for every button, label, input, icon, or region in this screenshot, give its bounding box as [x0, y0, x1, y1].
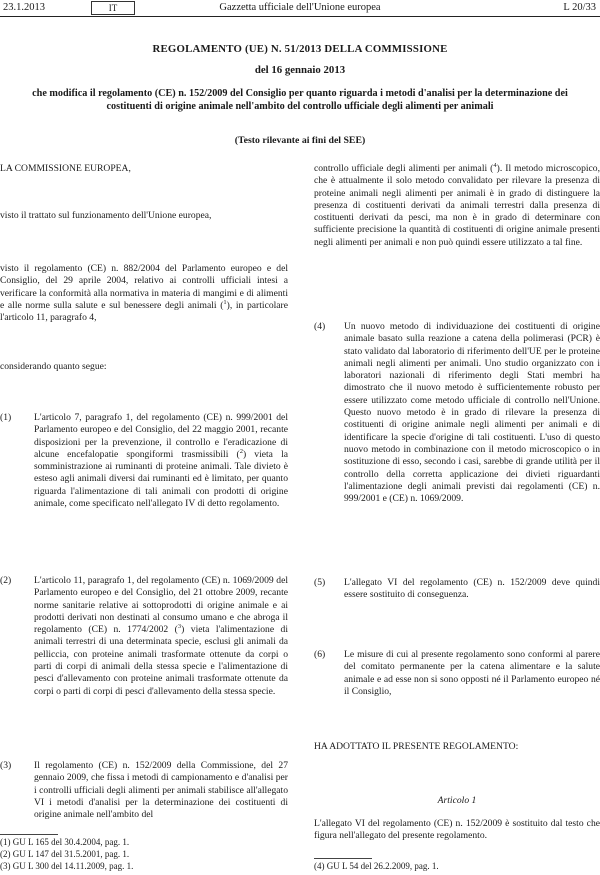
- eea-relevance: (Testo rilevante ai fini del SEE): [234, 135, 366, 146]
- recital-number: (3): [0, 760, 12, 771]
- visto-treaty: visto il trattato sul funzionamento dell'Unione europea,: [0, 210, 212, 221]
- considerando: considerando quanto segue:: [0, 361, 107, 372]
- recital-1: [0, 412, 288, 510]
- footnote-4: (4) GU L 54 del 26.2.2009, pag. 1.: [314, 861, 439, 871]
- regulation-date: del 16 gennaio 2013: [254, 64, 346, 76]
- recital-number: (5): [314, 577, 326, 588]
- language-badge: IT: [91, 1, 135, 15]
- footnote-rule: [314, 858, 372, 859]
- journal-title: Gazzetta ufficiale dell'Unione europea: [219, 2, 381, 13]
- footnote-3: (3) GU L 300 del 14.11.2009, pag. 1.: [0, 861, 134, 871]
- regulation-title: REGOLAMENTO (UE) N. 51/2013 DELLA COMMISSIONE: [152, 43, 448, 55]
- recital-3: [0, 760, 288, 821]
- recital-text: Un nuovo metodo di individuazione dei costituenti di origine animale basato sulla reazione a catena della polimerasi (PCR) è stato validato dal laboratorio di riferimento dell'UE per le proteine animali negli alimenti per animali. Uno studio organizzato con i laboratori nazionali di riferimento degli Stati membri ha dimostrato che il nuovo metodo è sufficientemente robusto per essere utilizzato come metodo ufficiale di controllo nell'Unione. Questo nuovo metodo è in grado di rilevare la presenza di costituenti di origine animale negli alimenti per animali e di identificare la specie d'origine di tali costituenti. L'uso di questo nuovo metodo in combinazione con il metodo microscopico o in sostituzione di esso, secondo i casi, sarebbe di grande utilità per il controllo della corretta applicazione dei divieti riguardanti l'alimentazione degli animali previsti dai regolamenti (CE) n. 999/2001 e (CE) n. 1069/2009.: [344, 321, 600, 505]
- article-heading: Articolo 1: [437, 795, 477, 806]
- recital-number: (1): [0, 412, 12, 423]
- article-1-text: L'allegato VI del regolamento (CE) n. 152/2009 è sostituito dal testo che figura nell'allegato del presente regolamento.: [314, 818, 600, 842]
- footnote-2: (2) GU L 147 del 31.5.2001, pag. 1.: [0, 849, 130, 859]
- recital-text: L'articolo 7, paragrafo 1, del regolamento (CE) n. 999/2001 del Parlamento europeo e del Consiglio, del 22 maggio 2001, recante disposizioni per la prevenzione, il controllo e l'eradicazione di alcune encefalopatie spongiformi trasmissibili ($^2$) vieta la somministrazione ai ruminanti di proteine animali. Tale divieto è esteso agli animali diversi dai ruminanti ed è limitato, per quanto riguarda l'alimentazione di tali animali con prodotti di origine animale, come specificato nell'allegato IV di detto regolamento.: [34, 412, 288, 510]
- recital-number: (4): [314, 321, 326, 332]
- recital-6: [314, 649, 600, 698]
- visto-regulation: visto il regolamento (CE) n. 882/2004 del Parlamento europeo e del Consiglio, del 29 aprile 2004, relativo ai controlli ufficiali intesi a verificare la conformità alla normativa in materia di mangimi e di alimenti e alle norme sulla salute e sul benessere degli animali ($^1$), in particolare l'articolo 11, paragrafo 4,: [0, 263, 289, 324]
- publication-date: 23.1.2013: [3, 2, 45, 13]
- recital-2: [0, 575, 288, 698]
- regulation-subject: che modifica il regolamento (CE) n. 152/2009 del Consiglio per quanto riguarda i metodi d'analisi per la determinazione dei costituenti di origine animale nell'ambito del controllo ufficiale degli alimenti per animali: [32, 88, 568, 112]
- adopted-heading: HA ADOTTATO IL PRESENTE REGOLAMENTO:: [314, 741, 519, 752]
- recital-text: L'allegato VI del regolamento (CE) n. 152/2009 deve quindi essere sostituito di conseguenza.: [344, 577, 600, 601]
- recital-3-continued: controllo ufficiale degli alimenti per animali ($^4$). Il metodo microscopico, che è attualmente il solo metodo convalidato per rilevare la presenza di proteine animali negli alimenti per animali è in grado di distinguere la presenza di costituenti derivati da animali terrestri dalla presenza di costituenti derivati da pesci, ma non è in grado di determinare con sufficiente precisione la quantità di costituenti di origine animale presenti negli alimenti per animali e non può quindi essere utilizzato a tal fine.: [314, 161, 600, 248]
- recital-text: Il regolamento (CE) n. 152/2009 della Commissione, del 27 gennaio 2009, che fissa i metodi di campionamento e d'analisi per i controlli ufficiali degli alimenti per animali stabilisce all'allegato VI i metodi d'analisi per la determinazione dei costituenti di origine animale nell'ambito del: [34, 760, 288, 821]
- footnote-1: (1) GU L 165 del 30.4.2004, pag. 1.: [0, 837, 130, 847]
- commission-heading: LA COMMISSIONE EUROPEA,: [0, 163, 131, 174]
- recital-5: [314, 577, 600, 602]
- recital-4: [314, 321, 600, 505]
- recital-text: Le misure di cui al presente regolamento sono conformi al parere del comitato permanente per la catena alimentare e la salute animale e ad esse non si sono opposti né il Parlamento europeo né il Consiglio,: [344, 649, 600, 697]
- header-rule: [0, 16, 600, 17]
- page-number: L 20/33: [563, 2, 596, 13]
- recital-text: L'articolo 11, paragrafo 1, del regolamento (CE) n. 1069/2009 del Parlamento europeo e del Consiglio, del 21 ottobre 2009, recante norme sanitarie relative ai sottoprodotti di origine animale e ai prodotti derivati non destinati al consumo umano e che abroga il regolamento (CE) n. 1774/2002 ($^3$) vieta l'alimentazione di animali terrestri di una determinata specie, esclusi gli animali da pelliccia, con proteine animali trasformate ottenute da corpi o parti di corpi di animali della stessa specie e l'alimentazione di pesci d'allevamento con proteine animali trasformate ottenute da corpi o parti di corpi di pesci d'allevamento della stessa specie.: [34, 575, 289, 697]
- recital-number: (6): [314, 649, 326, 660]
- recital-number: (2): [0, 575, 12, 586]
- footnote-rule: [0, 834, 58, 835]
